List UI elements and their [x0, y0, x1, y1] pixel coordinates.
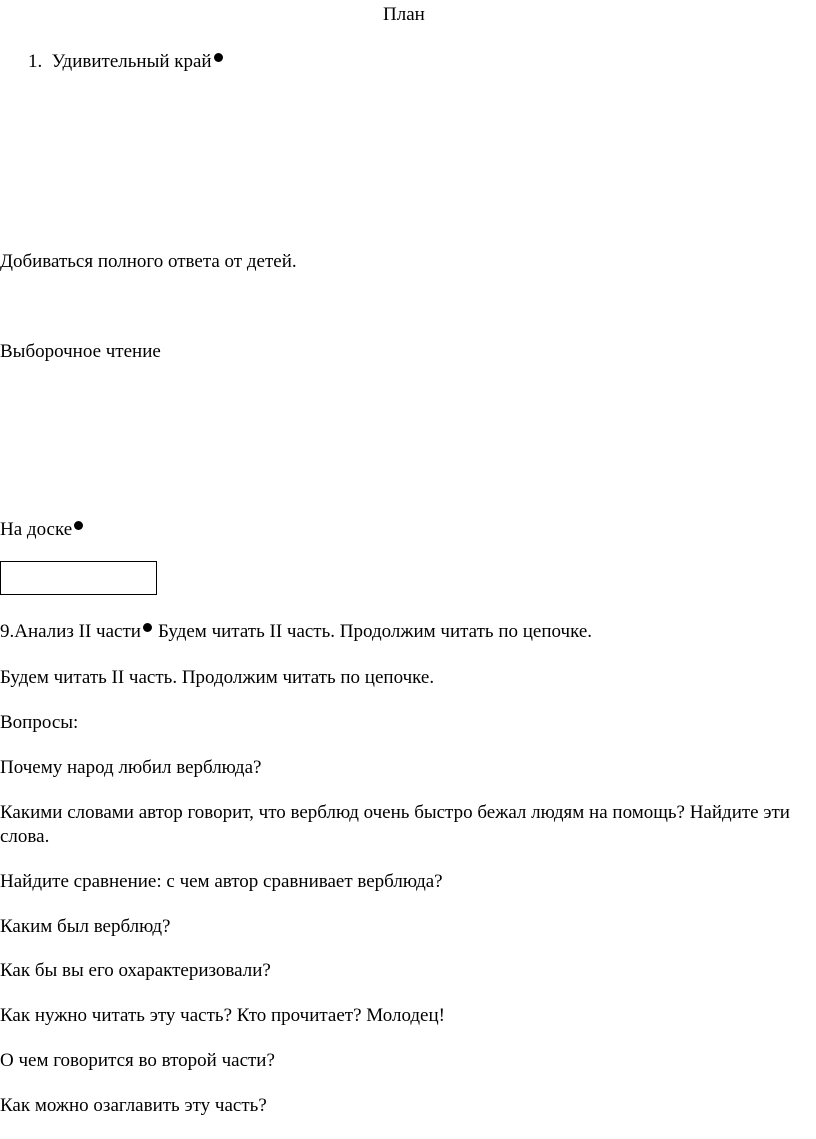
board-note-label: На доске	[0, 519, 73, 540]
section-heading-tail: Будем читать II часть. Продолжим читать по цепочке.	[157, 621, 593, 642]
question-item: О чем говорится во второй части?	[0, 1050, 275, 1071]
plan-list-item-1	[28, 50, 223, 74]
instruction-answer: Добиваться полного ответа от детей.	[0, 251, 297, 272]
question-item: Почему народ любил верблюда?	[0, 757, 262, 778]
question-item: Как нужно читать эту часть? Кто прочитает? Молодец!	[0, 1005, 445, 1026]
section-heading	[0, 620, 592, 644]
list-item-number: 1.	[28, 51, 43, 72]
bullet-icon	[74, 521, 83, 530]
list-item-label: Удивительный край	[51, 51, 212, 72]
reading-instruction: Будем читать II часть. Продолжим читать по цепочке.	[0, 667, 435, 688]
page-title: План	[383, 4, 425, 25]
bullet-icon	[143, 623, 152, 632]
question-item: Найдите сравнение: с чем автор сравнивает верблюда?	[0, 871, 443, 892]
empty-text-box	[0, 561, 157, 595]
bullet-icon	[214, 53, 223, 62]
question-item: Как бы вы его охарактеризовали?	[0, 960, 271, 981]
question-item: Каким был верблюд?	[0, 916, 171, 937]
section-heading-label: 9.Анализ II части	[0, 621, 141, 642]
question-item: Как можно озаглавить эту часть?	[0, 1095, 267, 1116]
instruction-selective-reading: Выборочное чтение	[0, 341, 161, 362]
questions-label: Вопросы:	[0, 712, 79, 733]
board-note	[0, 518, 83, 542]
question-item: Какими словами автор говорит, что верблюд очень быстро бежал людям на помощь? Найдите эти слова.	[0, 802, 790, 847]
